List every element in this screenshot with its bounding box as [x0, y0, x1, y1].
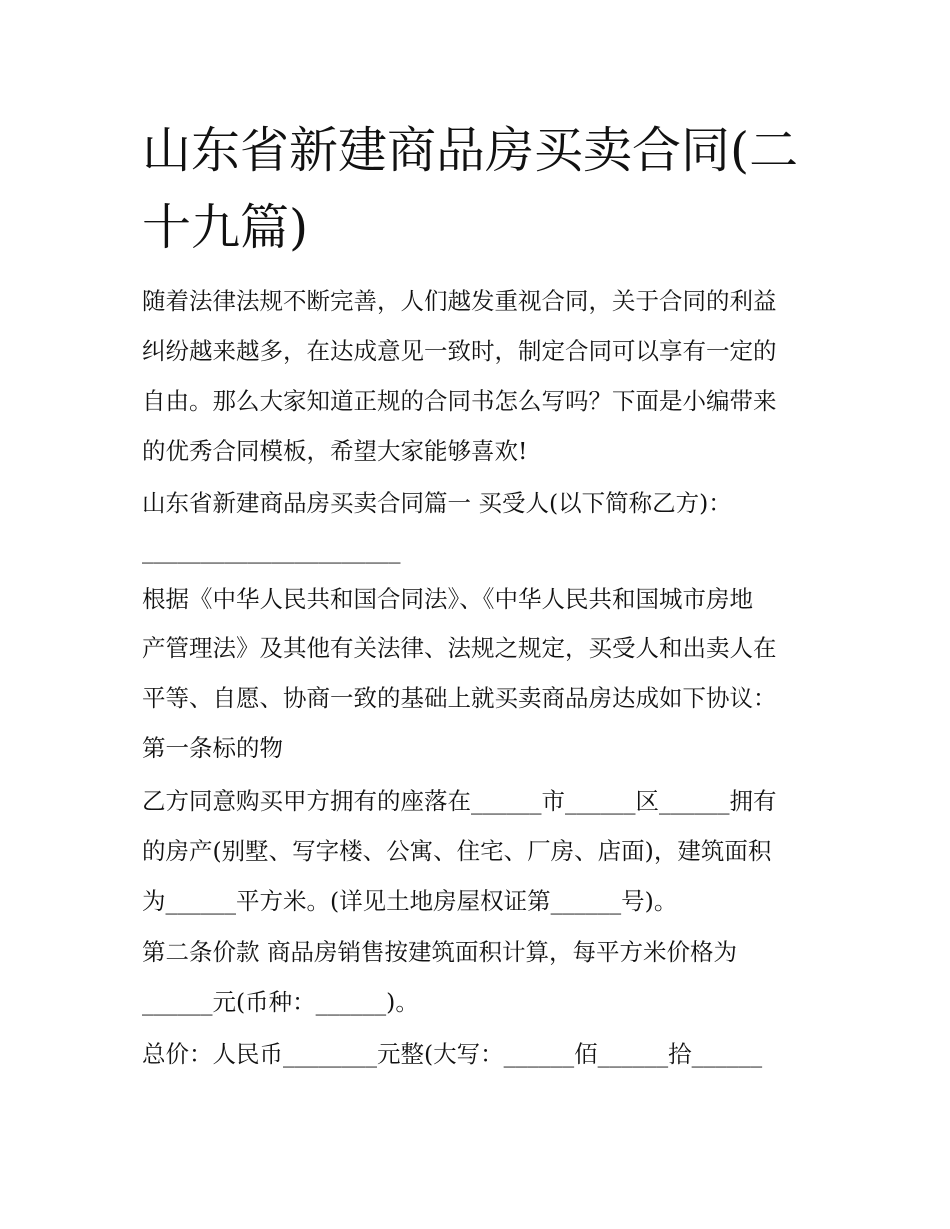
body-line: 随着法律法规不断完善，人们越发重视合同，关于合同的利益	[142, 287, 777, 315]
article-heading: 第一条标的物	[142, 734, 283, 762]
body-line: 总价：人民币________元整(大写：______佰______拾______	[142, 1040, 763, 1068]
body-line: 自由。那么大家知道正规的合同书怎么写吗？下面是小编带来	[142, 387, 777, 415]
body-line: 平等、自愿、协商一致的基础上就买卖商品房达成如下协议：	[142, 684, 777, 712]
body-line: 的房产(别墅、写字楼、公寓、住宅、厂房、店面)，建筑面积	[142, 837, 772, 865]
body-line: 乙方同意购买甲方拥有的座落在______市______区______拥有	[142, 787, 777, 815]
body-line: 纠纷越来越多，在达成意见一致时，制定合同可以享有一定的	[142, 337, 777, 365]
body-line: 根据《中华人民共和国合同法》、《中华人民共和国城市房地	[142, 585, 753, 613]
buyer-blank-line: ______________________	[142, 536, 401, 564]
document-title: 山东省新建商品房买卖合同(二十九篇)	[142, 122, 799, 256]
body-line: 的优秀合同模板，希望大家能够喜欢!	[142, 437, 528, 465]
body-line: 产管理法》及其他有关法律、法规之规定，买受人和出卖人在	[142, 634, 777, 662]
body-line: 为______平方米。(详见土地房屋权证第______号)。	[142, 887, 678, 915]
section-heading: 山东省新建商品房买卖合同篇一 买受人(以下简称乙方)：	[142, 489, 732, 517]
article-heading: 第二条价款 商品房销售按建筑面积计算，每平方米价格为	[142, 938, 737, 966]
body-line: ______元(币种：______)。	[142, 988, 419, 1016]
